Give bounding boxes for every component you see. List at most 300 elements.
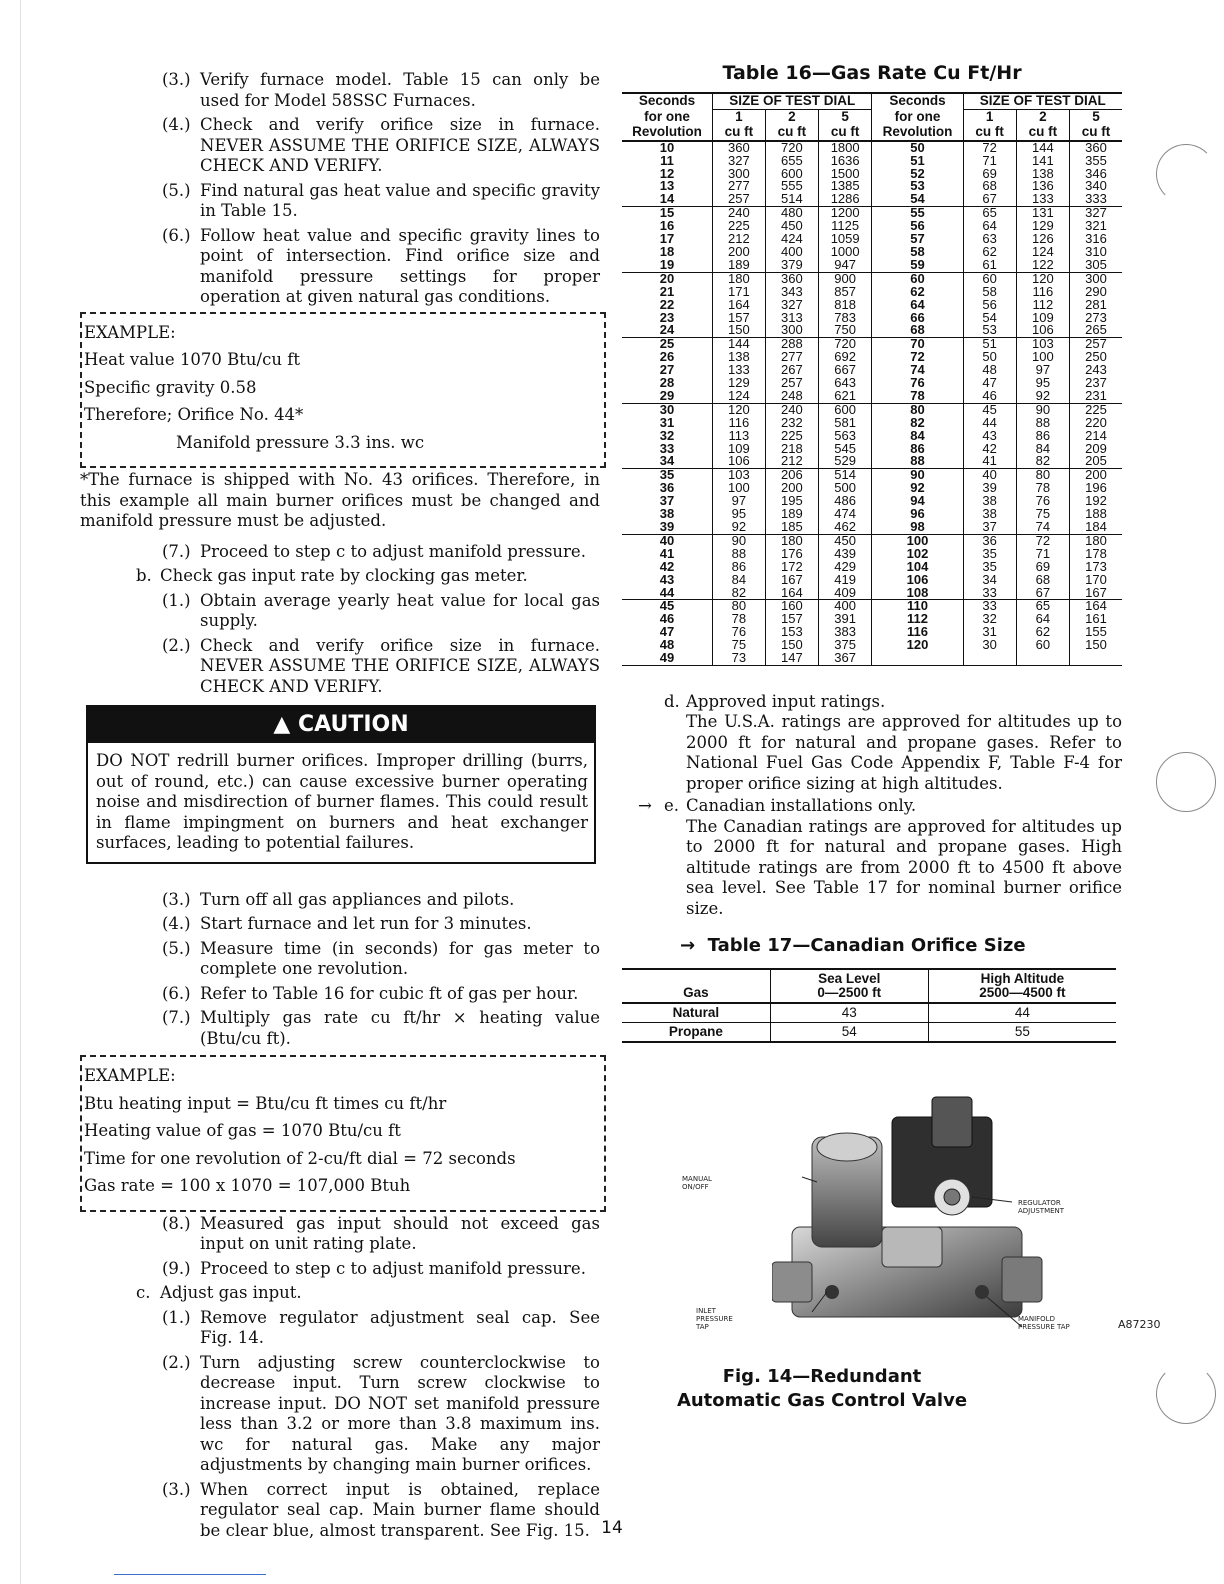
table-cell: 120 [712,403,765,416]
example-heat-value: Heat value 1070 Btu/cu ft [84,350,300,369]
table-cell: 103 [1016,338,1069,351]
steps-top [96,70,600,308]
step-text: Verify furnace model. Table 15 can only be used for Model 58SSC Furnaces. [200,70,600,110]
table-cell: 400 [765,246,818,259]
table16-body [622,141,1122,666]
table-cell: 225 [1069,403,1122,416]
table-cell: 206 [765,469,818,482]
table-cell: 34 [963,574,1016,587]
table-cell: 383 [818,626,872,639]
table-cell: 150 [1069,639,1122,652]
table-cell: 27 [659,362,675,378]
table-cell: 375 [818,639,872,652]
table-cell: 1385 [818,180,872,193]
table-cell: 290 [1069,286,1122,299]
table-cell: 44 [622,587,712,600]
table16 [622,92,1122,666]
table-cell: 164 [1069,600,1122,613]
table-cell: 64 [1016,613,1069,626]
table-cell: 110 [872,600,963,613]
table-cell: 90 [712,534,765,547]
table-cell: 450 [765,220,818,233]
table-cell: 86 [1016,430,1069,443]
step-item [162,591,600,632]
revolution-header: Revolution [622,125,712,141]
table-cell: 581 [818,417,872,430]
table-cell: 200 [765,482,818,495]
seconds-header: Seconds [622,93,712,109]
table-cell: 112 [872,613,963,626]
binder-hole-icon [1156,752,1216,812]
table-cell: 65 [1016,600,1069,613]
table-cell: 120 [872,639,963,652]
table-cell: 108 [872,587,963,600]
table-cell: 95 [712,508,765,521]
table-cell: 74 [872,364,963,377]
step-text: Check and verify orifice size in furnace. NEVER ASSUME THE ORIFICE SIZE, ALWAYS CHECK AND VERIFY. [200,635,600,696]
table-cell: 100 [1016,351,1069,364]
table-cell: 68 [1016,574,1069,587]
table-cell: 129 [1016,220,1069,233]
gas-valve-figure [682,1077,1161,1347]
example-orifice: Therefore; Orifice No. 44* [84,405,304,424]
table-cell: 340 [1069,180,1122,193]
example-revolution-time: Time for one revolution of 2-cu/ft dial = 72 seconds [84,1148,516,1168]
table-cell: 184 [1069,521,1122,534]
table-cell: 92 [1016,390,1069,403]
left-column [80,70,600,1545]
unit-header: cu ft [963,125,1016,141]
table-cell: 33 [659,440,675,456]
table-cell: 12 [659,165,675,181]
table-cell: 180 [712,272,765,285]
table-cell: 173 [1069,561,1122,574]
step-text: Find natural gas heat value and specific gravity in Table 15. [200,180,600,220]
table-cell: 84 [872,430,963,443]
table-cell: 82 [712,587,765,600]
table-cell: 19 [622,259,712,272]
table-cell: 53 [963,324,1016,337]
table-cell: 153 [765,626,818,639]
table-row [622,1023,1116,1043]
regulator-adjustment-label: REGULATOR ADJUSTMENT [1018,1199,1065,1216]
step-number: (1.) [162,1307,191,1327]
figure-code: A87230 [1118,1318,1161,1332]
table-cell: 419 [818,574,872,587]
table-cell: 78 [872,390,963,403]
table-cell: 1800 [818,141,872,155]
table-cell: 54 [963,312,1016,325]
table-cell: 18 [659,243,675,259]
inlet-pressure-tap-label: INLET PRESSURE TAP [696,1307,733,1332]
steps-c [96,1308,600,1542]
table-cell: 267 [765,364,818,377]
unit-header: cu ft [1069,125,1122,141]
step-item [162,939,600,980]
table-cell: 92 [712,521,765,534]
table-cell: 667 [818,364,872,377]
table-cell: 192 [1069,495,1122,508]
table-cell: 96 [872,508,963,521]
table-cell: 655 [765,155,818,168]
table-cell: 300 [765,324,818,337]
table-cell: 232 [765,417,818,430]
table-cell: 106 [712,455,765,468]
table-cell: 720 [818,338,872,351]
example-specific-gravity: Specific gravity 0.58 [84,377,257,397]
table-cell: 180 [765,534,818,547]
table-cell: 38 [963,495,1016,508]
table-cell: 57 [872,233,963,246]
table-cell: 50 [963,351,1016,364]
table-cell: 100 [872,534,963,547]
table-cell: 1059 [818,233,872,246]
table-cell: 43 [770,1003,928,1023]
table-cell: 98 [872,521,963,534]
table-cell: 13 [659,178,675,194]
for-one-header: for one [872,109,963,124]
table-cell: 14 [622,193,712,206]
high-altitude-range: 2500—4500 ft [979,985,1066,1001]
sea-level-range: 0—2500 ft [817,985,882,1001]
table-cell: 225 [765,430,818,443]
table-cell: 141 [1016,155,1069,168]
table-cell: 120 [1016,272,1069,285]
step-number: (2.) [162,1352,191,1372]
unit-header: cu ft [712,125,765,141]
step-letter: b. [136,566,152,585]
table-cell: 133 [712,364,765,377]
table-cell: 88 [712,548,765,561]
table-cell: 113 [712,430,765,443]
table-cell [1016,652,1069,665]
table-cell [963,652,1016,665]
sea-level-header [770,969,928,1003]
step-item [162,1214,600,1255]
table-cell: 288 [765,338,818,351]
right-column [622,62,1161,1413]
table-cell: 88 [1016,417,1069,430]
step-c [136,1283,600,1304]
table-cell: 462 [818,521,872,534]
step-number: (7.) [162,541,191,561]
table-cell: 28 [659,375,675,391]
table-cell: 310 [1069,246,1122,259]
table-cell: 138 [1016,168,1069,181]
table-cell: 265 [1069,324,1122,337]
table-cell: 212 [712,233,765,246]
step-text: Obtain average yearly heat value for local gas supply. [200,590,600,630]
table-cell: 240 [765,403,818,416]
table-cell: 257 [712,193,765,206]
step-text: Turn adjusting screw counterclockwise to decrease input. Turn screw clockwise to increase input. DO NOT set manifold pressure less than 3.2 or more than 3.8 maximum ins. wc for natural gas. Make any major adjustments by changing main burner orifices. [200,1352,600,1474]
table-cell: 69 [963,168,1016,181]
footnote: *The furnace is shipped with No. 43 orifices. Therefore, in this example all main burner orifices must be changed and manifold pressure must be adjusted. [80,470,600,530]
table-cell: 84 [1016,443,1069,456]
table-cell: 122 [1016,259,1069,272]
table-cell: 61 [963,259,1016,272]
table-cell: 220 [1069,417,1122,430]
table-cell: 52 [872,168,963,181]
table-cell: 30 [659,401,675,417]
step-b [136,566,600,587]
item-e [638,796,1122,817]
item-d [664,692,1122,713]
table-cell [872,652,963,665]
table-cell: 76 [712,626,765,639]
step-number: (7.) [162,1008,191,1027]
step-text: Follow heat value and specific gravity lines to point of intersection. Find orifice size and manifold pressure settings for proper operation at given natural gas conditions. [200,225,600,306]
table-cell: 40 [963,469,1016,482]
unit-header: cu ft [1016,125,1069,141]
table-cell: 157 [712,312,765,325]
step-text: Proceed to step c to adjust manifold pressure. [200,541,586,561]
table-cell: 51 [963,338,1016,351]
table-cell: 305 [1069,259,1122,272]
table-cell: 43 [963,430,1016,443]
table-cell: 116 [712,417,765,430]
example-manifold: Manifold pressure 3.3 ins. wc [176,432,425,452]
table-row [622,652,1122,665]
table-cell: 80 [1016,469,1069,482]
step-item [162,1259,600,1280]
table-cell: 218 [765,443,818,456]
table-cell: 185 [765,521,818,534]
table-cell: 555 [765,180,818,193]
table-cell: 1200 [818,207,872,220]
table-cell: 273 [1069,312,1122,325]
table-cell: 90 [1016,403,1069,416]
table-cell: 103 [712,469,765,482]
revision-arrow-icon: → [638,796,652,816]
table-cell: 36 [963,534,1016,547]
step-text: Remove regulator adjustment seal cap. See Fig. 14. [200,1307,600,1347]
unit-header: cu ft [765,125,818,141]
step-text: Turn off all gas appliances and pilots. [200,889,515,909]
step-number: (3.) [162,1479,191,1499]
table-cell: 124 [1016,246,1069,259]
step-number: (5.) [162,180,191,200]
table-cell: 42 [659,558,675,574]
table-cell: 88 [872,455,963,468]
table-cell: 180 [1069,534,1122,547]
binder-hole-icon [1156,144,1216,204]
table-cell: 231 [1069,390,1122,403]
step-number: (8.) [162,1213,191,1233]
for-one-header: for one [644,108,690,124]
table-cell: 97 [712,495,765,508]
figure-caption: Fig. 14—Redundant Automatic Gas Control Valve [676,1366,968,1412]
table-cell: 243 [1069,364,1122,377]
table-cell: 90 [872,469,963,482]
table-cell: 277 [765,351,818,364]
table-cell: 240 [712,207,765,220]
dial-size-header: SIZE OF TEST DIAL [712,93,872,109]
step-letter: c. [136,1283,151,1302]
table-cell: 62 [963,246,1016,259]
table-cell: 39 [963,482,1016,495]
table-cell: 45 [659,598,675,614]
table-cell: 76 [1016,495,1069,508]
high-altitude-label: High Altitude [980,971,1065,987]
table-cell: 250 [1069,351,1122,364]
step-a7 [162,542,600,563]
table-cell: 167 [1069,587,1122,600]
table-cell: 64 [872,299,963,312]
table-cell: 35 [963,548,1016,561]
table-cell: 25 [659,336,675,352]
table-cell: 109 [1016,312,1069,325]
step-item [162,70,600,111]
gas-header: Gas [622,969,770,1003]
step-text: Check gas input rate by clocking gas meter. [160,566,528,585]
table-cell: 17 [659,231,675,247]
dial-5-header: 5 [818,109,872,124]
table-cell: 10 [659,139,675,155]
table-cell: 300 [1069,272,1122,285]
table-cell: 26 [659,349,675,365]
table-cell: 391 [818,613,872,626]
table-cell: 170 [1069,574,1122,587]
example-title: EXAMPLE: [84,1066,176,1085]
step-number: (3.) [162,70,191,89]
step-number: (4.) [162,914,191,933]
table-cell: 75 [712,639,765,652]
step-number: (5.) [162,938,191,958]
table-cell: 857 [818,286,872,299]
caution-header [88,707,594,743]
table-cell: 750 [818,324,872,337]
table-cell: 56 [963,299,1016,312]
table16-title: Table 16—Gas Rate Cu Ft/Hr [722,62,1022,84]
bottom-rule [114,1574,266,1575]
table-cell: 176 [765,548,818,561]
table-cell: 59 [872,259,963,272]
table-cell: 47 [963,377,1016,390]
table-cell: 178 [1069,548,1122,561]
step-item [162,1353,600,1476]
table-cell: 144 [1016,141,1069,155]
table-cell: 327 [1069,207,1122,220]
table-cell: 500 [818,482,872,495]
table-cell: 112 [1016,299,1069,312]
caution-body: DO NOT redrill burner orifices. Improper drilling (burrs, out of round, etc.) can cause excessive burner operating noise and misdirection of burner flames. This could result in flame impingment on burners and heat exchanger surfaces, leading to potential failures. [96,751,588,852]
caution-box [86,705,596,864]
steps-b3 [96,1214,600,1280]
table-cell: 95 [1016,377,1069,390]
table-cell: 214 [1069,430,1122,443]
table-cell: 54 [770,1023,928,1043]
table-cell: 189 [712,259,765,272]
step-text: Multiply gas rate cu ft/hr × heating value (Btu/cu ft). [200,1008,600,1048]
table-cell: 209 [1069,443,1122,456]
table-cell: 343 [765,286,818,299]
table-cell: 195 [765,495,818,508]
table-cell [1069,652,1122,665]
table-cell: 41 [963,455,1016,468]
step-number: (1.) [162,590,191,610]
table-cell: 480 [765,207,818,220]
unit-header: cu ft [818,125,872,141]
table-cell: 15 [659,205,675,221]
table-cell: 50 [872,141,963,155]
table-cell: 167 [765,574,818,587]
step-text: When correct input is obtained, replace regulator seal cap. Main burner flame should be clear blue, almost transparent. See Fig. 15. [200,1479,600,1540]
table-cell: 24 [622,324,712,337]
page-number: 14 [601,1518,623,1538]
revision-arrow-icon: → [680,935,696,957]
table-cell: 73 [712,652,765,665]
caution-title: CAUTION [297,712,409,737]
table-cell: 62 [872,286,963,299]
table-cell: 124 [712,390,765,403]
table-cell: 106 [872,574,963,587]
table-cell: 379 [765,259,818,272]
table-cell: 97 [1016,364,1069,377]
table-cell: 55 [872,207,963,220]
table-cell: 94 [872,495,963,508]
table-cell: 63 [963,233,1016,246]
item-title: Canadian installations only. [686,796,917,816]
table-cell: 31 [659,414,675,430]
table-cell: 300 [712,168,765,181]
warning-triangle-icon: ▲ [273,712,291,737]
table17-body [622,1003,1116,1042]
table-cell: 333 [1069,193,1122,206]
table-cell: 160 [765,600,818,613]
manual-onoff-label: MANUAL ON/OFF [682,1175,712,1192]
table-cell: 32 [963,613,1016,626]
seconds-header: Seconds [872,93,963,109]
step-item [162,1008,600,1049]
step-item [162,984,600,1005]
table-cell: 102 [872,548,963,561]
table-cell: 48 [963,364,1016,377]
table-cell: 55 [928,1023,1116,1043]
step-number: (6.) [162,225,191,245]
revolution-header: Revolution [872,125,963,141]
table-cell: 783 [818,312,872,325]
table-cell: 818 [818,299,872,312]
steps-b2 [96,890,600,1050]
dial-5-header: 5 [1069,109,1122,124]
step-text: Refer to Table 16 for cubic ft of gas per hour. [200,983,579,1003]
table-cell: 72 [963,141,1016,155]
table-cell: 100 [712,482,765,495]
table-cell: 400 [818,600,872,613]
table-cell: 42 [963,443,1016,456]
example-box-2 [80,1055,606,1212]
table-cell: 51 [872,155,963,168]
table-cell: 45 [963,403,1016,416]
step-item [162,890,600,911]
item-e-body: The Canadian ratings are approved for altitudes up to 2000 ft for natural and propane gases. High altitude ratings are from 2000 ft to 4500 ft above sea level. See Table 17 for nominal burner orifice size. [686,816,1122,918]
table-cell: 37 [963,521,1016,534]
step-number: (3.) [162,889,191,909]
table-cell: 39 [622,521,712,534]
table-cell: 60 [1016,639,1069,652]
table-cell: 70 [872,338,963,351]
table17-title: Table 17—Canadian Orifice Size [707,935,1026,957]
table-cell: 1000 [818,246,872,259]
example-title: EXAMPLE: [84,322,176,342]
table-cell: 171 [712,286,765,299]
sea-level-label: Sea Level [818,971,881,987]
table-cell: 248 [765,390,818,403]
table-cell: 66 [872,312,963,325]
right-text [622,692,1122,920]
table-cell: 133 [1016,193,1069,206]
